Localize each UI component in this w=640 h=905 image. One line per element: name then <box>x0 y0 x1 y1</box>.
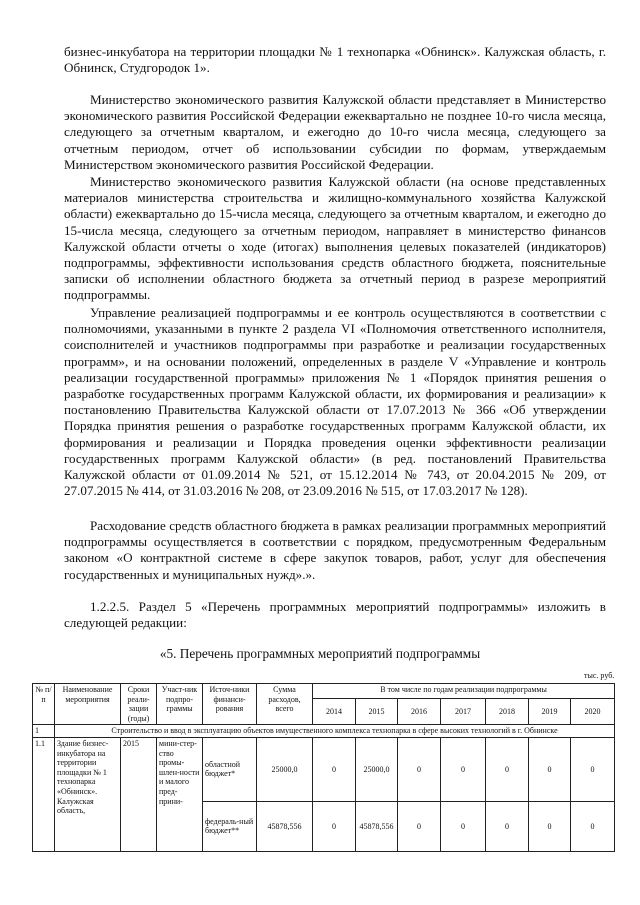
item-participant: мини-стер-ство промы-шлен-ности и малого пред-прини- <box>157 737 203 851</box>
header-sources: Источ-ники финанси-рования <box>203 684 257 725</box>
item-term: 2015 <box>121 737 157 851</box>
section-heading: «5. Перечень программных мероприятий подпрограммы <box>159 646 481 661</box>
item-value: 45878,556 <box>356 801 398 851</box>
paragraph-quarterly-reports: Министерство экономического развития Калужской области (на основе представленных материалов министерства строительства и жилищно-коммунального хозяйства Калужской области) ежеквартально до 15-числа месяца, следующего за отчетным кварталом, и ежегодно до 15-числа месяца, следующего за отчетным периодом, направляет в министерство финансов Калужской области отчеты о ходе (итогах) выполнения целевых показателей (индикаторов) подпрограммы, эффективности использования средств областного бюджета, пояснительные записки об исполнении областного бюджета за отчетный период в разрезе мероприятий подпрограммы. <box>64 174 606 303</box>
header-year: 2018 <box>486 699 529 725</box>
header-sum: Сумма расходов, всего <box>257 684 313 725</box>
header-year: 2015 <box>356 699 398 725</box>
item-value: 0 <box>571 801 615 851</box>
table-section-row <box>33 725 615 738</box>
header-years-group: В том числе по годам реализации подпрограммы <box>313 684 615 699</box>
paragraph-reporting-ministry: Министерство экономического развития Калужской области представляет в Министерство экономического развития Российской Федерации ежеквартально не позднее 10-го числа месяца, следующего за отчетным кварталом, и ежегодно до 10-го числа месяца, следующего за отчетным периодом, отчет об использовании субсидии по формам, утверждаемым Министерством экономического развития Российской Федерации. <box>64 92 606 172</box>
paragraph-amendment: 1.2.2.5. Раздел 5 «Перечень программных мероприятий подпрограммы» изложить в следующей редакции: <box>64 599 606 631</box>
item-value: 25000,0 <box>356 737 398 801</box>
paragraph-management-control: Управление реализацией подпрограммы и ее контроль осуществляются в соответствии с полномочиями, указанными в пункте 2 раздела VI «Полномочия ответственного исполнителя, соисполнителей и участников подпрограммы при разработке и реализации государственных программ», и на основании положений, определенных в разделе V «Управление и контроль реализации государственной программы» приложения № 1 «Порядок принятия решения о разработке государственных программ Калужской области, их формирования и реализации» к постановлению Правительства Калужской области от 17.07.2013 № 366 «Об утверждении Порядка принятия решения о разработке государственных программ Калужской области, их формирования и реализации и Порядка проведения оценки эффективности реализации государственных программ Калужской области» (в ред. постановлений Правительства Калужской области от 01.09.2014 № 521, от 15.12.2014 № 743, от 20.04.2015 № 209, от 27.07.2015 № 414, от 31.03.2016 № 208, от 23.09.2016 № 515, от 17.03.2017 № 128). <box>64 305 606 499</box>
table-row <box>33 737 615 801</box>
item-value: 0 <box>398 801 441 851</box>
item-value: 0 <box>529 801 571 851</box>
paragraph-budget-spending: Расходование средств областного бюджета в рамках реализации программных мероприятий подпрограммы осуществляется в соответствии с порядком, предусмотренным Федеральным законом «О контрактной системе в сфере закупок товаров, работ, услуг для обеспечения государственных и муниципальных нужд».». <box>64 518 606 582</box>
item-value: 0 <box>398 737 441 801</box>
header-year: 2017 <box>441 699 486 725</box>
item-source: областной бюджет* <box>203 737 257 801</box>
item-value: 0 <box>441 737 486 801</box>
item-num: 1.1 <box>33 737 55 851</box>
section-num: 1 <box>33 725 55 738</box>
header-participants: Участ-ник подпро-граммы <box>157 684 203 725</box>
header-year: 2016 <box>398 699 441 725</box>
table-header-row <box>33 684 615 699</box>
header-year: 2014 <box>313 699 356 725</box>
item-source: федераль-ный бюджет** <box>203 801 257 851</box>
item-value: 0 <box>313 801 356 851</box>
item-value: 0 <box>571 737 615 801</box>
item-sum: 25000,0 <box>257 737 313 801</box>
header-terms: Сроки реали-зации (годы) <box>121 684 157 725</box>
item-name: Здание бизнес-инкубатора на территории площадки № 1 технопарка «Обнинск». Калужская область, <box>55 737 121 851</box>
header-year: 2020 <box>571 699 615 725</box>
section-title: Строительство и ввод в эксплуатацию объектов имущественного комплекса технопарка в сфере высоких технологий в г. Обнинске <box>55 725 615 738</box>
item-value: 0 <box>313 737 356 801</box>
unit-label: тыс. руб. <box>584 671 615 680</box>
header-name: Наименование мероприятия <box>55 684 121 725</box>
item-value: 0 <box>529 737 571 801</box>
item-value: 0 <box>486 801 529 851</box>
paragraph-continuation: бизнес-инкубатора на территории площадки № 1 технопарка «Обнинск». Калужская область, г. Обнинск, Студгородок 1». <box>64 44 606 76</box>
header-year: 2019 <box>529 699 571 725</box>
header-num: № п/п <box>33 684 55 725</box>
measures-table <box>32 683 615 852</box>
item-sum: 45878,556 <box>257 801 313 851</box>
item-value: 0 <box>486 737 529 801</box>
item-value: 0 <box>441 801 486 851</box>
